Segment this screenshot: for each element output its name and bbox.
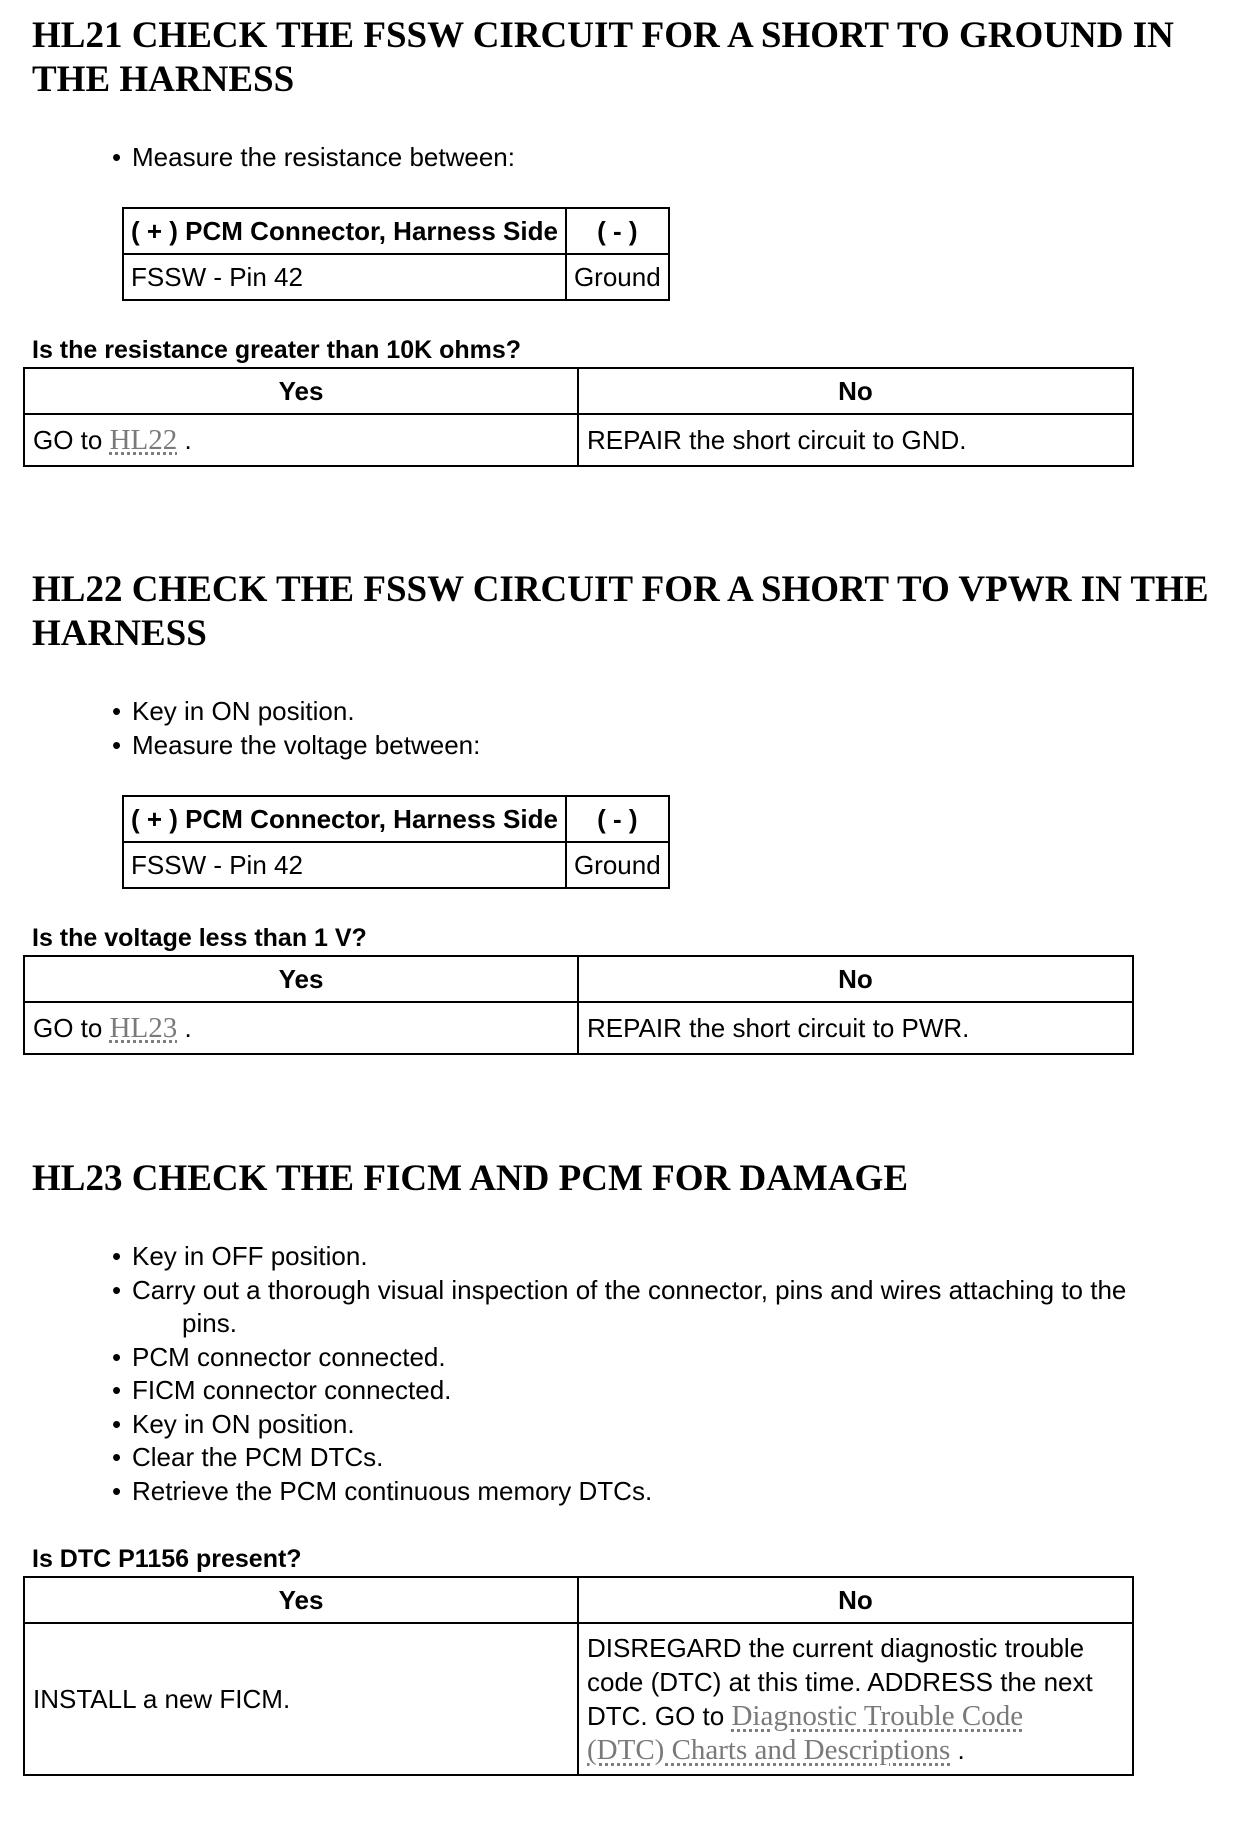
no-header: No — [578, 1577, 1133, 1623]
instruction-item: • Measure the resistance between: — [112, 141, 515, 175]
no-action: REPAIR the short circuit to GND. — [578, 414, 1133, 466]
instruction-list — [112, 141, 515, 175]
section-heading-hl23: HL23 CHECK THE FICM AND PCM FOR DAMAGE — [32, 1158, 909, 1199]
instruction-item: • PCM connector connected. — [112, 1341, 1126, 1375]
goto-hl23-link[interactable]: HL23 — [109, 1011, 178, 1044]
instruction-item: • Measure the voltage between: — [112, 729, 480, 763]
instruction-list — [112, 695, 480, 762]
yes-action: GO to HL23 . — [24, 1002, 578, 1054]
yes-no-table — [23, 367, 1134, 467]
measure-cell-negative: Ground — [566, 254, 669, 300]
no-header: No — [578, 956, 1133, 1002]
measure-cell-positive: FSSW - Pin 42 — [123, 842, 566, 888]
measurement-table — [122, 207, 670, 301]
measure-header-positive: ( + ) PCM Connector, Harness Side — [123, 208, 566, 254]
section-heading-hl21: HL21 CHECK THE FSSW CIRCUIT FOR A SHORT TO GROUND IN THE HARNESS — [32, 15, 1174, 100]
question-text: Is the voltage less than 1 V? — [32, 924, 367, 952]
no-action: REPAIR the short circuit to PWR. — [578, 1002, 1133, 1054]
instruction-item: • Key in ON position. — [112, 1408, 1126, 1442]
goto-hl22-link[interactable]: HL22 — [109, 423, 178, 456]
instruction-item: • Key in OFF position. — [112, 1240, 1126, 1274]
yes-action: GO to HL22 . — [24, 414, 578, 466]
yes-header: Yes — [24, 368, 578, 414]
instruction-item: • Clear the PCM DTCs. — [112, 1441, 1126, 1475]
question-text: Is the resistance greater than 10K ohms? — [32, 336, 522, 364]
yes-header: Yes — [24, 956, 578, 1002]
section-heading-hl22: HL22 CHECK THE FSSW CIRCUIT FOR A SHORT TO VPWR IN THE HARNESS — [32, 569, 1209, 654]
measure-header-negative: ( - ) — [566, 208, 669, 254]
question-text: Is DTC P1156 present? — [32, 1545, 302, 1573]
no-header: No — [578, 368, 1133, 414]
instruction-item: • Carry out a thorough visual inspection of the connector, pins and wires attaching to the pins. — [112, 1274, 1126, 1341]
yes-header: Yes — [24, 1577, 578, 1623]
yes-action: INSTALL a new FICM. — [24, 1623, 578, 1775]
measure-cell-positive: FSSW - Pin 42 — [123, 254, 566, 300]
no-action: DISREGARD the current diagnostic trouble code (DTC) at this time. ADDRESS the next DTC. GO to Diagnostic Trouble Code (DTC) Charts and Descriptions . — [578, 1623, 1133, 1775]
yes-no-table — [23, 1576, 1134, 1776]
dtc-charts-link-cont[interactable]: (DTC) Charts and Descriptions — [587, 1734, 951, 1766]
measure-header-positive: ( + ) PCM Connector, Harness Side — [123, 796, 566, 842]
instruction-list — [112, 1240, 1126, 1508]
instruction-item: • FICM connector connected. — [112, 1374, 1126, 1408]
measure-header-negative: ( - ) — [566, 796, 669, 842]
instruction-item: • Key in ON position. — [112, 695, 480, 729]
instruction-item: • Retrieve the PCM continuous memory DTCs. — [112, 1475, 1126, 1509]
measurement-table — [122, 795, 670, 889]
dtc-charts-link[interactable]: Diagnostic Trouble Code — [731, 1700, 1024, 1732]
measure-cell-negative: Ground — [566, 842, 669, 888]
yes-no-table — [23, 955, 1134, 1055]
